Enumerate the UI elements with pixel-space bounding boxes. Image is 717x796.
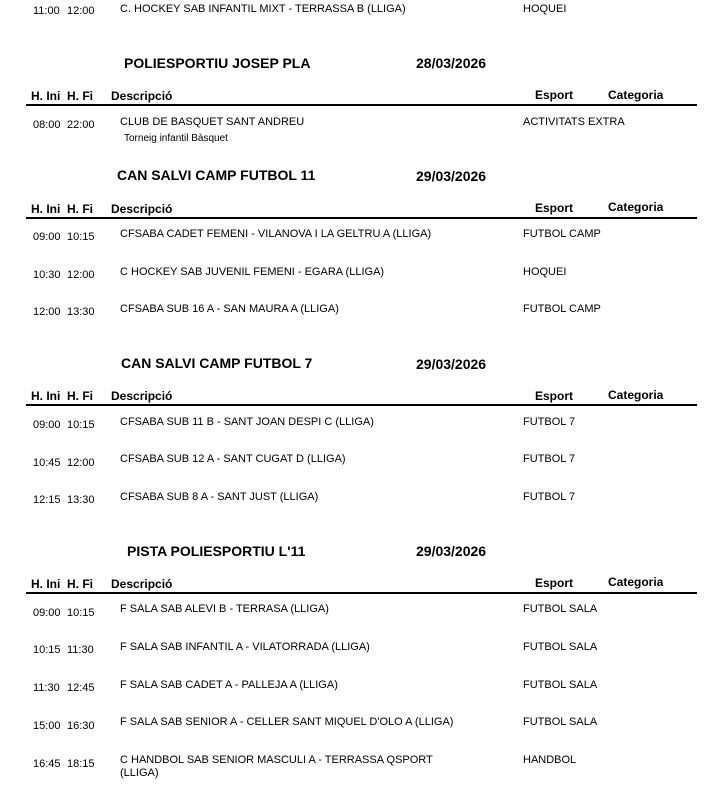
row-sport: FUTBOL 7 [523, 491, 576, 503]
row-end: 22:00 [67, 119, 95, 131]
row-sport: FUTBOL 7 [523, 416, 576, 428]
row-start: 09:00 [33, 231, 61, 243]
row-start: 10:45 [33, 457, 61, 469]
header-rule [26, 404, 697, 406]
header-desc: Descripció [111, 577, 173, 591]
row-desc: CFSABA CADET FEMENI - VILANOVA I LA GELTRU A (LLIGA) [120, 228, 432, 240]
header-rule [26, 104, 697, 106]
row-start: 11:30 [33, 682, 60, 694]
header-rule [26, 592, 697, 594]
row-end: 11:30 [67, 644, 94, 656]
row-start: 09:00 [33, 607, 61, 619]
row-desc: CFSABA SUB 12 A - SANT CUGAT D (LLIGA) [120, 453, 346, 465]
venue-title: PISTA POLIESPORTIU L'11 [127, 543, 306, 559]
row-sport: FUTBOL 7 [523, 453, 576, 465]
header-sport: Esport [535, 576, 574, 590]
row-sport: FUTBOL SALA [523, 641, 598, 653]
row-end: 12:00 [67, 457, 95, 469]
row-end: 13:30 [67, 494, 95, 506]
header-end: H. Fi [67, 202, 93, 216]
row-end: 12:00 [67, 5, 95, 17]
row-desc: CFSABA SUB 11 B - SANT JOAN DESPI C (LLIGA) [120, 416, 374, 428]
row-sport: HOQUEI [523, 3, 567, 15]
header-desc: Descripció [111, 202, 173, 216]
header-start: H. Ini [31, 389, 61, 403]
row-sport: FUTBOL CAMP [523, 303, 601, 315]
row-desc-continued: (LLIGA) [120, 767, 159, 779]
venue-date: 29/03/2026 [416, 543, 487, 559]
row-desc: CLUB DE BASQUET SANT ANDREU [120, 116, 305, 128]
header-start: H. Ini [31, 577, 61, 591]
venue-date: 29/03/2026 [416, 356, 487, 372]
row-note: Torneig infantil Bàsquet [124, 133, 228, 144]
venue-title: POLIESPORTIU JOSEP PLA [124, 55, 311, 71]
row-desc: F SALA SAB ALEVI B - TERRASA (LLIGA) [120, 603, 329, 615]
row-start: 11:00 [33, 5, 60, 17]
header-desc: Descripció [111, 389, 173, 403]
row-desc: C HOCKEY SAB JUVENIL FEMENI - EGARA (LLIGA) [120, 266, 385, 278]
row-end: 12:00 [67, 269, 95, 281]
row-sport: FUTBOL SALA [523, 603, 598, 615]
row-start: 08:00 [33, 119, 61, 131]
row-start: 15:00 [33, 720, 61, 732]
header-start: H. Ini [31, 202, 61, 216]
venue-title: CAN SALVI CAMP FUTBOL 11 [117, 167, 316, 183]
row-desc: F SALA SAB CADET A - PALLEJA A (LLIGA) [120, 679, 338, 691]
header-sport: Esport [535, 88, 574, 102]
row-desc: C. HOCKEY SAB INFANTIL MIXT - TERRASSA B (LLIGA) [120, 3, 406, 15]
header-end: H. Fi [67, 389, 93, 403]
row-end: 16:30 [67, 720, 95, 732]
row-desc: CFSABA SUB 8 A - SANT JUST (LLIGA) [120, 491, 319, 503]
row-desc: CFSABA SUB 16 A - SAN MAURA A (LLIGA) [120, 303, 339, 315]
row-start: 16:45 [33, 758, 61, 770]
row-end: 13:30 [67, 306, 95, 318]
row-end: 10:15 [67, 607, 95, 619]
venue-title: CAN SALVI CAMP FUTBOL 7 [121, 355, 313, 371]
row-start: 09:00 [33, 419, 61, 431]
header-end: H. Fi [67, 89, 93, 103]
row-desc: C HANDBOL SAB SENIOR MASCULI A - TERRASSA QSPORT [120, 754, 433, 766]
row-sport: FUTBOL SALA [523, 679, 598, 691]
row-start: 12:00 [33, 306, 61, 318]
row-sport: HANDBOL [523, 754, 577, 766]
header-end: H. Fi [67, 577, 93, 591]
row-sport: HOQUEI [523, 266, 567, 278]
venue-date: 28/03/2026 [416, 55, 487, 71]
header-sport: Esport [535, 389, 574, 403]
row-desc: F SALA SAB SENIOR A - CELLER SANT MIQUEL D'OLO A (LLIGA) [120, 716, 454, 728]
row-sport: ACTIVITATS EXTRA [523, 116, 625, 128]
row-end: 18:15 [67, 758, 95, 770]
header-start: H. Ini [31, 89, 61, 103]
venue-date: 29/03/2026 [416, 168, 487, 184]
row-end: 12:45 [67, 682, 95, 694]
row-sport: FUTBOL SALA [523, 716, 598, 728]
row-sport: FUTBOL CAMP [523, 228, 601, 240]
row-end: 10:15 [67, 231, 95, 243]
header-rule [26, 217, 697, 219]
header-category: Categoria [608, 200, 664, 214]
row-desc: F SALA SAB INFANTIL A - VILATORRADA (LLIGA) [120, 641, 370, 653]
row-start: 10:30 [33, 269, 61, 281]
header-desc: Descripció [111, 89, 173, 103]
header-category: Categoria [608, 388, 664, 402]
row-start: 10:15 [33, 644, 61, 656]
row-start: 12:15 [33, 494, 61, 506]
header-sport: Esport [535, 201, 574, 215]
row-end: 10:15 [67, 419, 95, 431]
header-category: Categoria [608, 88, 664, 102]
header-category: Categoria [608, 575, 664, 589]
